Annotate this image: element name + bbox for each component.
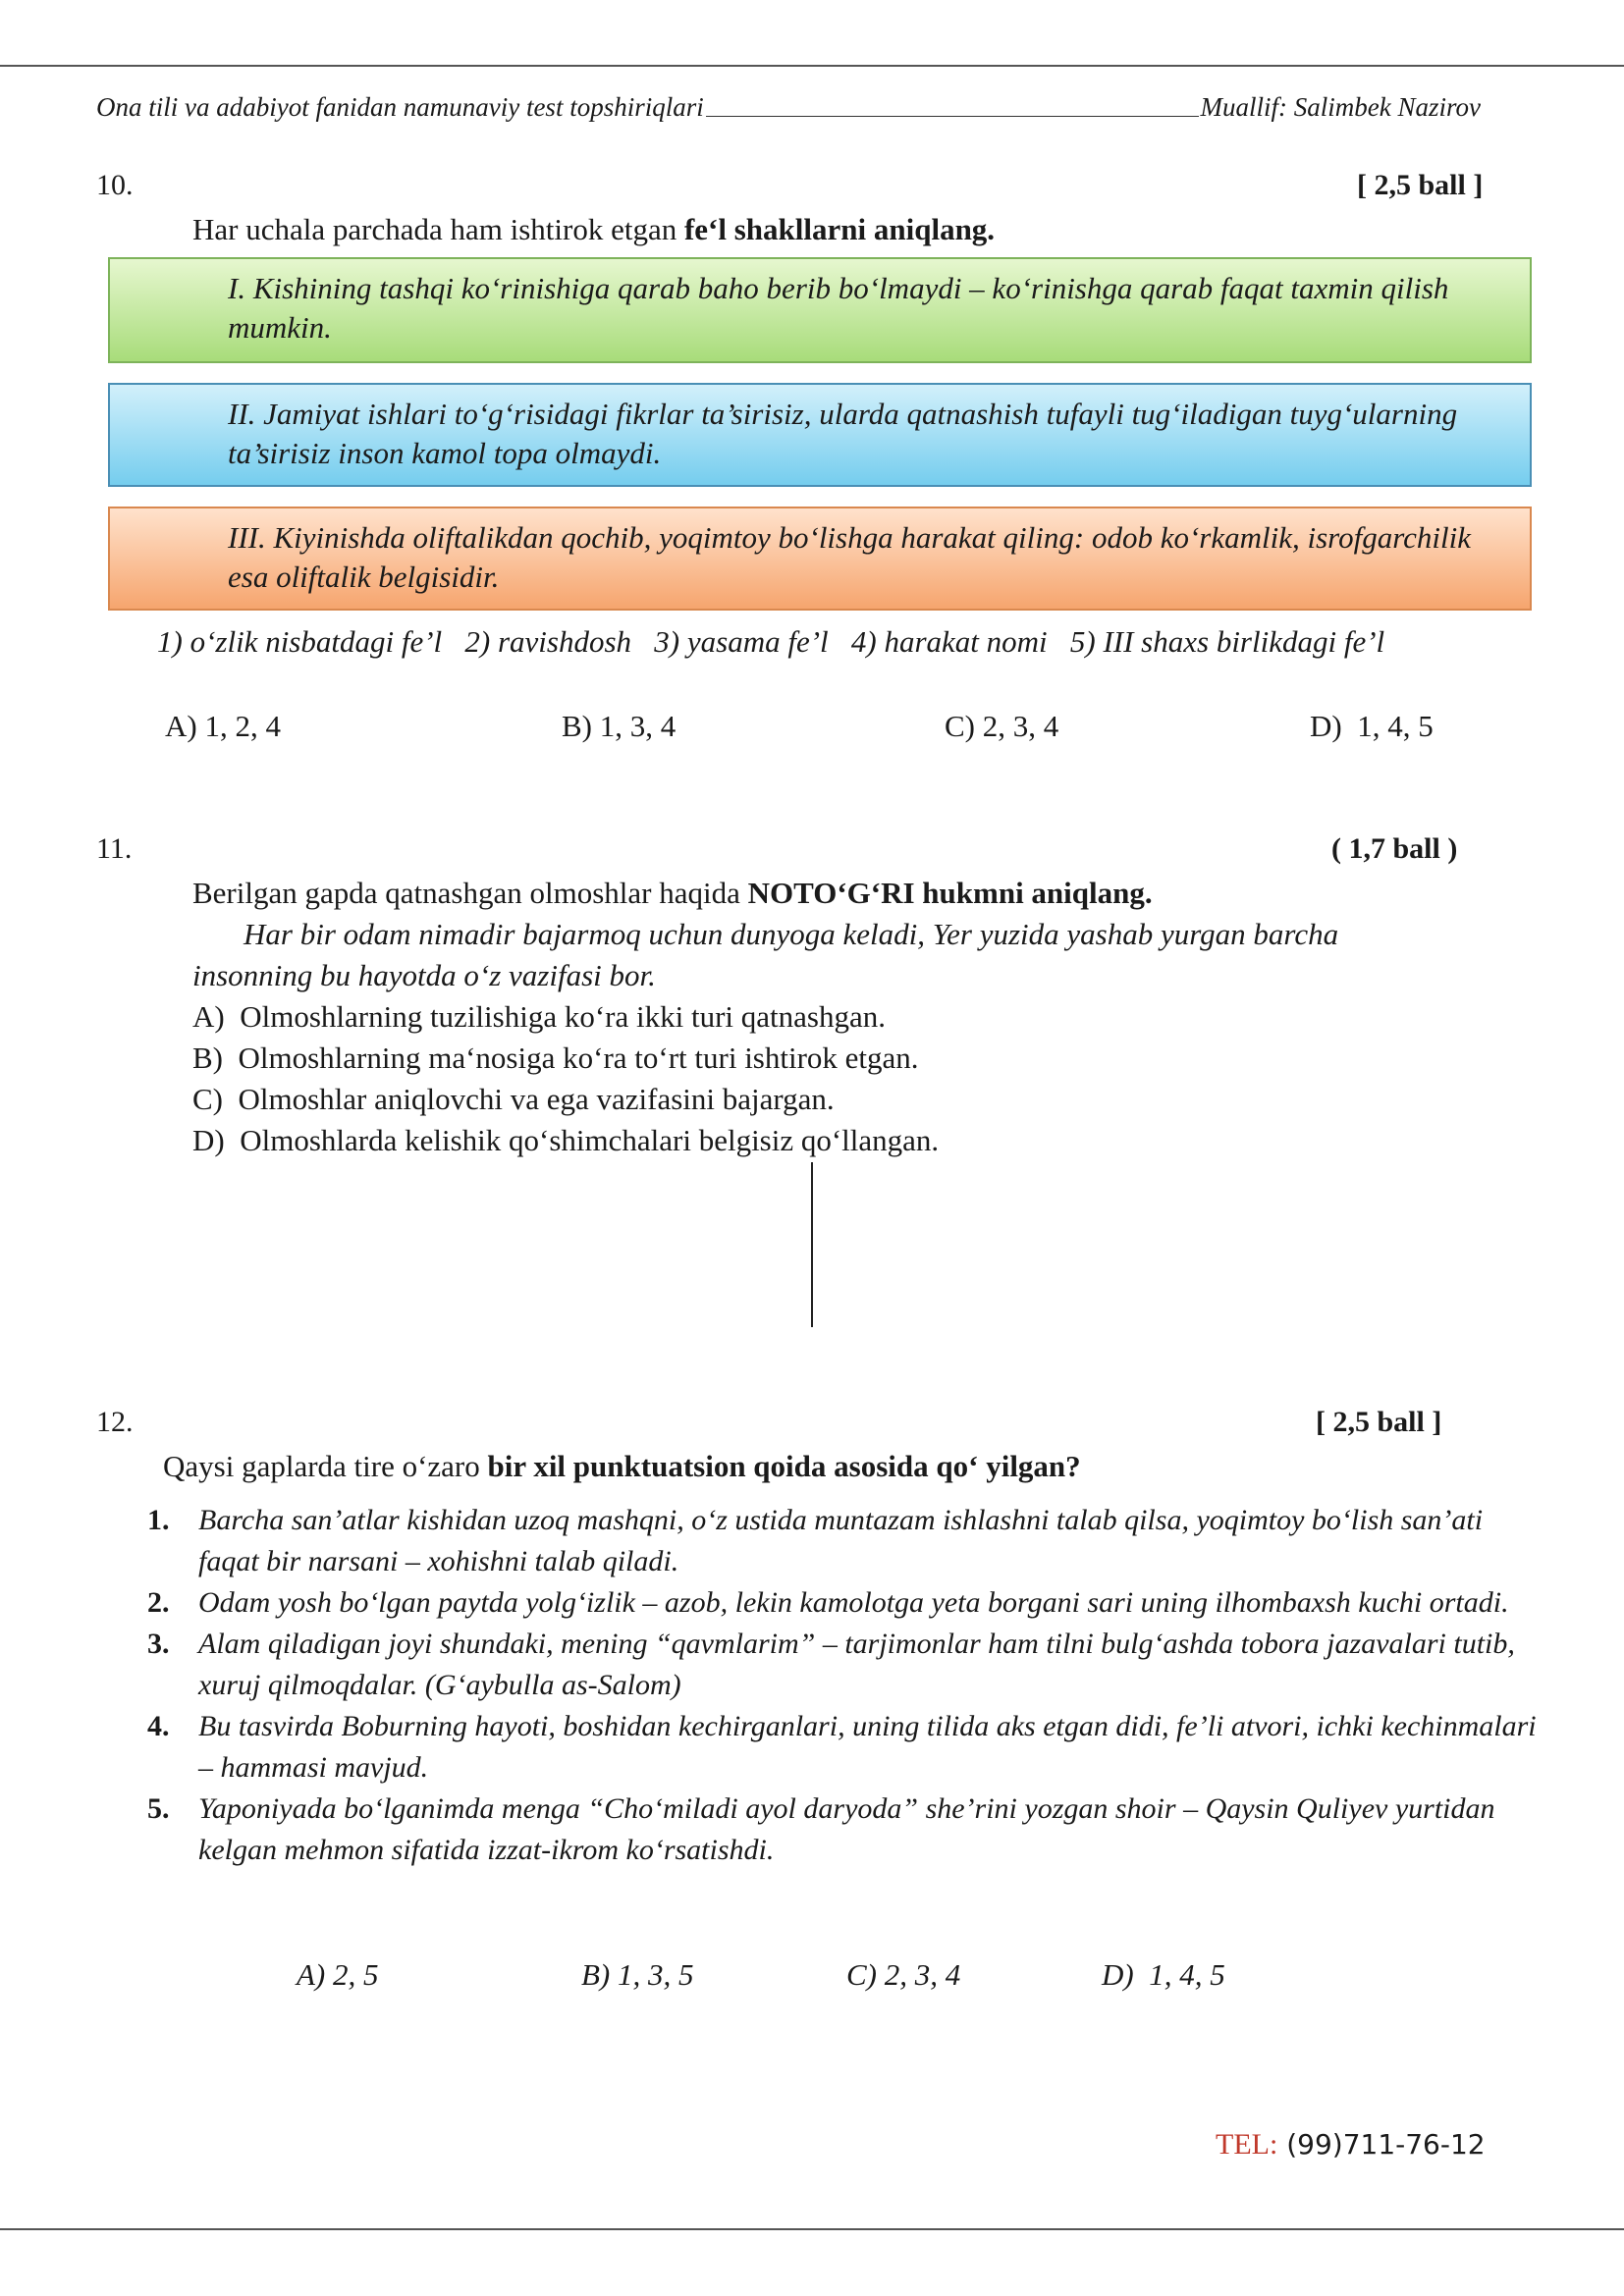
header-subject: Ona tili va adabiyot fanidan namunaviy test topshiriqlari — [96, 92, 704, 122]
q11-stem-text: Berilgan gapda qatnashgan olmoshlar haqida — [192, 876, 748, 910]
header-author: Muallif: Salimbek Nazirov — [1200, 92, 1481, 122]
q12-item-5 — [147, 1789, 1542, 1871]
q11-stem — [192, 876, 1153, 911]
q12-item-2-text: Odam yosh bo‘lgan paytda yolg‘izlik – azob, lekin kamolotga yeta borgani sari uning ilhombaxsh kuchi ortadi. — [198, 1586, 1509, 1619]
top-rule — [0, 65, 1624, 67]
page-header — [96, 92, 1481, 123]
footer-phone — [1216, 2128, 1486, 2162]
q10-excerpt-1: I. Kishining tashqi ko‘rinishiga qarab baho berib bo‘lmaydi – ko‘rinishga qarab faqat taxmin qilish mumkin. — [108, 257, 1532, 363]
q12-answer-b[interactable]: B) 1, 3, 5 — [581, 1957, 694, 1992]
q11-stem-emphasis: NOTO‘G‘RI hukmni aniqlang. — [747, 876, 1153, 910]
phone-number: (99)711-76-12 — [1286, 2128, 1486, 2161]
q12-stem — [163, 1449, 1081, 1484]
q10-answer-d[interactable]: D) 1, 4, 5 — [1310, 709, 1434, 743]
q12-item-5-text: Yaponiyada bo‘lganimda menga “Cho‘miladi ayol daryoda” she’rini yozgan shoir – Qaysin Quliyev yurtidan kelgan mehmon sifatida izzat-ikrom ko‘rsatishdi. — [198, 1792, 1495, 1866]
q11-answer-a[interactable]: A) Olmoshlarning tuzilishiga ko‘ra ikki turi qatnashgan. — [192, 999, 886, 1034]
q12-item-2-number: 2. — [147, 1586, 170, 1619]
q11-sentence-line-2: insonning bu hayotda o‘z vazifasi bor. — [192, 958, 656, 992]
q10-stem-text: Har uchala parchada ham ishtirok etgan — [192, 212, 684, 246]
q12-stem-emphasis: bir xil punktuatsion qoida asosida qo‘ yilgan? — [487, 1449, 1081, 1483]
q10-stem — [192, 212, 995, 247]
q12-item-4-text: Bu tasvirda Boburning hayoti, boshidan kechirganlari, uning tilida aks etgan didi, fe’li atvori, ichki kechinmalari – hammasi mavjud. — [198, 1710, 1537, 1784]
q12-item-1-text: Barcha san’atlar kishidan uzoq mashqni, o‘z ustida muntazam ishlashni talab qilsa, yoqimtoy bo‘lish san’ati faqat bir narsani – xohishni talab qiladi. — [198, 1504, 1484, 1577]
header-divider-line — [706, 115, 1199, 117]
phone-label: TEL: — [1216, 2128, 1278, 2161]
q11-answer-c[interactable]: C) Olmoshlar aniqlovchi va ega vazifasini bajargan. — [192, 1082, 835, 1116]
q10-answer-a[interactable]: A) 1, 2, 4 — [165, 709, 281, 743]
q11-score: ( 1,7 ball ) — [1331, 832, 1458, 865]
bottom-rule — [0, 2228, 1624, 2230]
q12-stem-text: Qaysi gaplarda tire o‘zaro — [163, 1449, 488, 1483]
q10-stem-emphasis: fe‘l shakllarni aniqlang. — [683, 212, 996, 246]
q12-item-3 — [147, 1624, 1542, 1706]
q12-item-4-number: 4. — [147, 1710, 170, 1742]
q10-options-line: 1) o‘zlik nisbatdagi fe’l 2) ravishdosh 3) yasama fe’l 4) harakat nomi 5) III shaxs birlikdagi fe’l — [157, 624, 1385, 659]
q11-answer-b[interactable]: B) Olmoshlarning ma‘nosiga ko‘ra to‘rt turi ishtirok etgan. — [192, 1041, 919, 1075]
q12-answer-a[interactable]: A) 2, 5 — [297, 1957, 379, 1992]
q11-number: 11. — [96, 832, 133, 865]
q12-item-2 — [147, 1582, 1542, 1624]
q10-excerpt-2: II. Jamiyat ishlari to‘g‘risidagi fikrlar ta’sirisiz, ularda qatnashish tufayli tug‘iladigan tuyg‘ularning ta’sirisiz inson kamol topa olmaydi. — [108, 383, 1532, 487]
q10-answer-b[interactable]: B) 1, 3, 4 — [562, 709, 677, 743]
q10-answer-c[interactable]: C) 2, 3, 4 — [945, 709, 1059, 743]
q11-sentence-line-1: Har bir odam nimadir bajarmoq uchun dunyoga keladi, Yer yuzida yashab yurgan barcha — [244, 917, 1339, 951]
q12-item-3-text: Alam qiladigan joyi shundaki, mening “qavmlarim” – tarjimonlar ham tilni bulg‘ashda tobora jazavalari tutib, xuruj qilmoqdalar. (G‘aybulla as-Salom) — [198, 1628, 1515, 1701]
q10-score: [ 2,5 ball ] — [1357, 169, 1484, 201]
q12-score: [ 2,5 ball ] — [1316, 1406, 1442, 1438]
q12-number: 12. — [96, 1406, 134, 1438]
column-divider-line — [811, 1162, 813, 1327]
q12-answer-d[interactable]: D) 1, 4, 5 — [1102, 1957, 1225, 1992]
q11-answer-d[interactable]: D) Olmoshlarda kelishik qo‘shimchalari belgisiz qo‘llangan. — [192, 1123, 940, 1157]
q12-sentence-list — [147, 1500, 1542, 1871]
q12-item-5-number: 5. — [147, 1792, 170, 1825]
q12-answer-c[interactable]: C) 2, 3, 4 — [846, 1957, 961, 1992]
q12-item-1 — [147, 1500, 1542, 1582]
q12-item-4 — [147, 1706, 1542, 1789]
q12-item-1-number: 1. — [147, 1504, 170, 1536]
q10-excerpt-3: III. Kiyinishda oliftalikdan qochib, yoqimtoy bo‘lishga harakat qiling: odob ko‘rkamlik, isrofgarchilik esa oliftalik belgisidir. — [108, 507, 1532, 611]
q12-item-3-number: 3. — [147, 1628, 170, 1660]
q10-number: 10. — [96, 169, 134, 201]
